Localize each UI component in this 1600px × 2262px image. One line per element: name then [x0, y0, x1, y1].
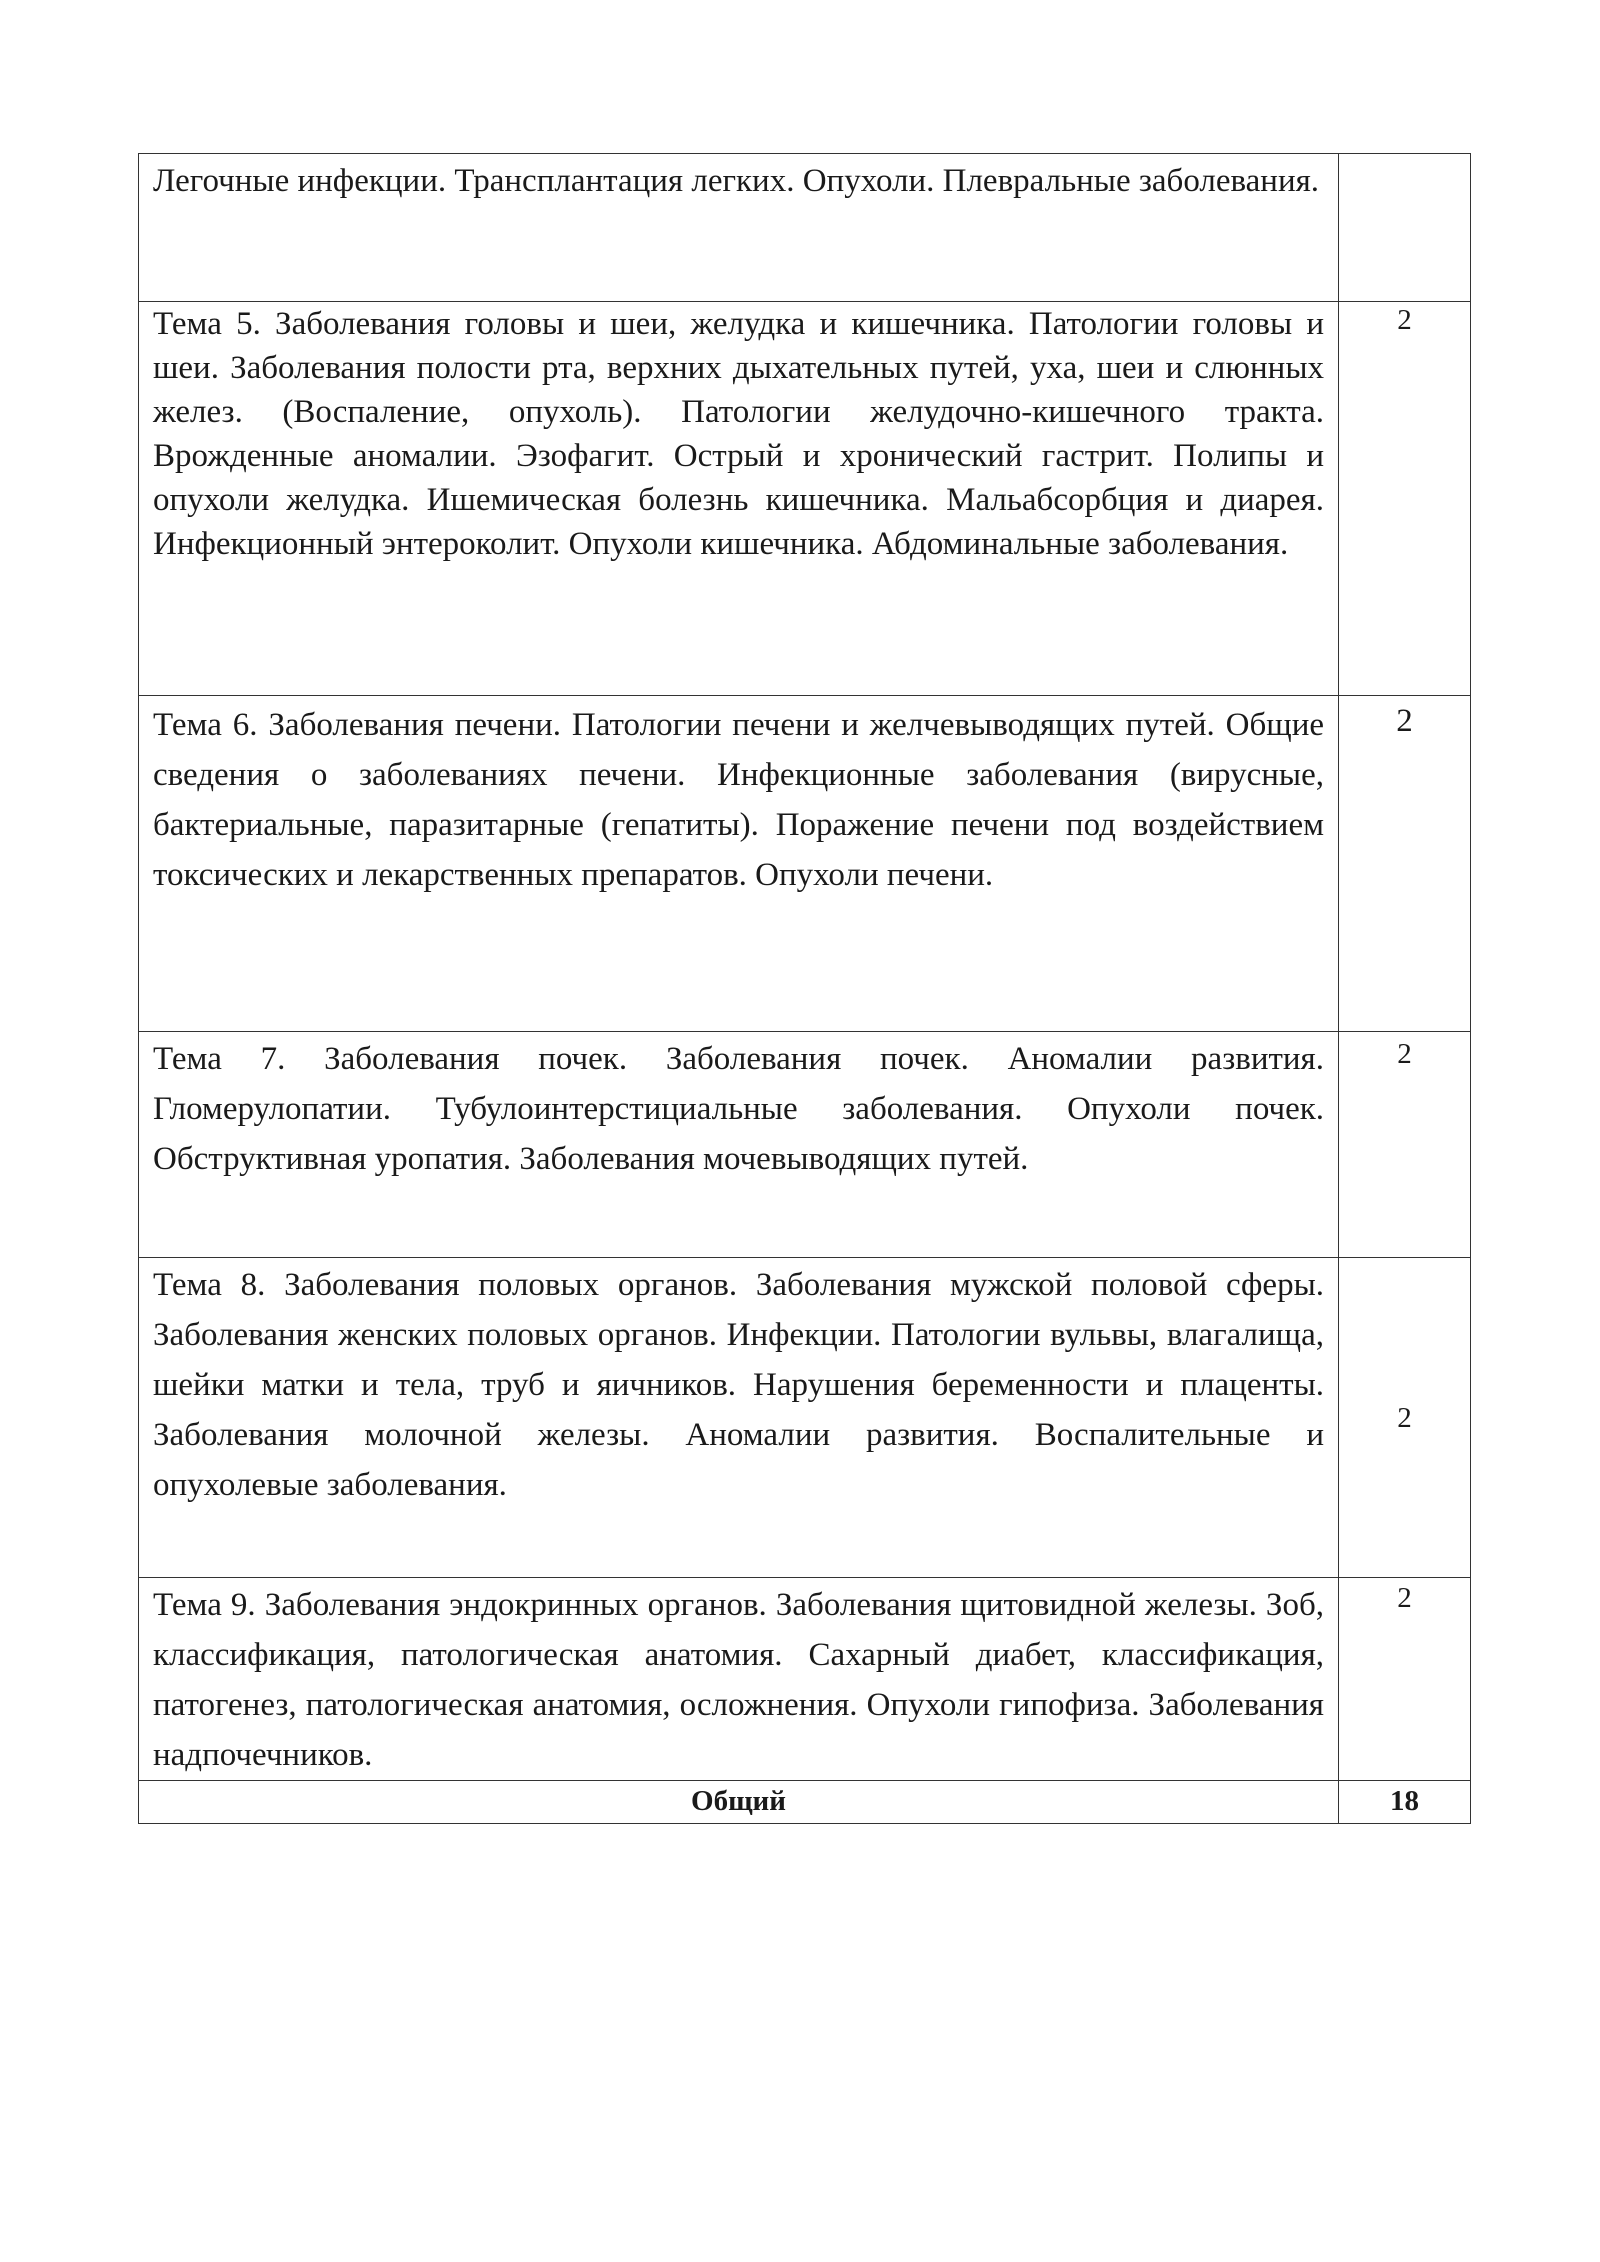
topic-text: Тема 5. Заболевания головы и шеи, желудка и кишечника. Патологии головы и шеи. Заболевания полости рта, верхних дыхательных путей, уха, шеи и слюнных желез. (Воспаление, опухоль). Патологии желудочно-кишечного тракта. Врожденные аномалии. Эзофагит. Острый и хронический гастрит. Полипы и опухоли желудка. Ишемическая болезнь кишечника. Мальабсорбция и диарея. Инфекционный энтероколит. Опухоли кишечника. Абдоминальные заболевания. [153, 306, 1324, 562]
table-row [139, 1032, 1471, 1258]
topic-cell [139, 696, 1339, 1032]
table-row [139, 1258, 1471, 1578]
topic-cell [139, 154, 1339, 302]
topic-cell [139, 1258, 1339, 1578]
table-row [139, 1578, 1471, 1781]
table-row [139, 154, 1471, 302]
table-row [139, 696, 1471, 1032]
table-row [139, 302, 1471, 696]
total-hours: 18 [1339, 1781, 1471, 1824]
topic-text: Легочные инфекции. Трансплантация легких. Опухоли. Плевральные заболевания. [153, 163, 1320, 199]
hours-cell: 2 [1339, 696, 1471, 1032]
total-label: Общий [139, 1781, 1339, 1824]
topic-cell [139, 302, 1339, 696]
hours-cell: 2 [1339, 1032, 1471, 1258]
hours-cell [1339, 154, 1471, 302]
hours-cell: 2 [1339, 302, 1471, 696]
topic-cell [139, 1578, 1339, 1781]
hours-cell: 2 [1339, 1258, 1471, 1578]
topic-cell [139, 1032, 1339, 1258]
hours-cell: 2 [1339, 1578, 1471, 1781]
topic-text: Тема 9. Заболевания эндокринных органов. Заболевания щитовидной железы. Зоб, классификация, патологическая анатомия. Сахарный диабет, классификация, патогенез, патологическая анатомия, осложнения. Опухоли гипофиза. Заболевания надпочечников. [153, 1587, 1324, 1773]
curriculum-table [138, 153, 1471, 1824]
topic-text: Тема 8. Заболевания половых органов. Заболевания мужской половой сферы. Заболевания женских половых органов. Инфекции. Патологии вульвы, влагалища, шейки матки и тела, труб и яичников. Нарушения беременности и плаценты. Заболевания молочной железы. Аномалии развития. Воспалительные и опухолевые заболевания. [153, 1267, 1324, 1503]
topic-text: Тема 6. Заболевания печени. Патологии печени и желчевыводящих путей. Общие сведения о заболеваниях печени. Инфекционные заболевания (вирусные, бактериальные, паразитарные (гепатиты). Поражение печени под воздействием токсических и лекарственных препаратов. Опухоли печени. [153, 707, 1324, 893]
topic-text: Тема 7. Заболевания почек. Заболевания почек. Аномалии развития. Гломерулопатии. Тубулоинтерстициальные заболевания. Опухоли почек. Обструктивная уропатия. Заболевания мочевыводящих путей. [153, 1041, 1324, 1177]
total-row [139, 1781, 1471, 1824]
